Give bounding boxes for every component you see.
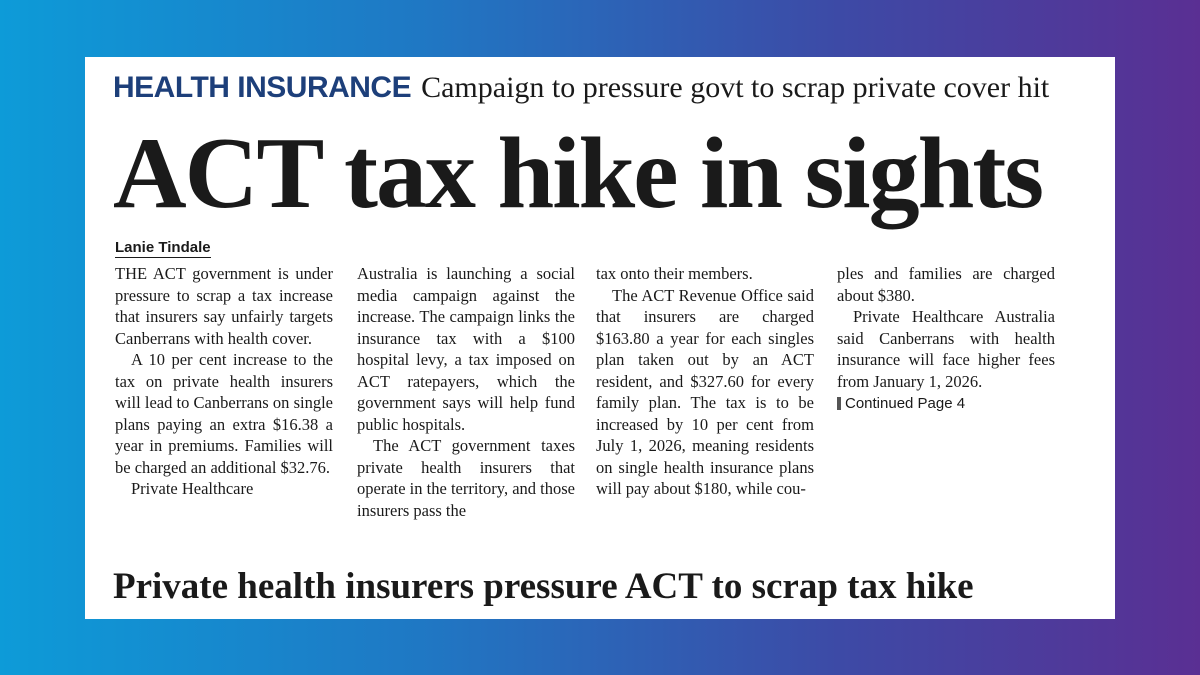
paragraph: Private Healthcare <box>131 479 254 498</box>
kicker-text: Campaign to pressure govt to scrap private cover hit <box>421 71 1050 104</box>
paragraph: Australia is launching a social media campaign against the increase. The campaign links the insurance tax with a $100 hospital levy, a tax imposed on ACT ratepayers, which the government says will help fund public hospitals. <box>357 264 575 434</box>
article-column-2 <box>357 263 575 521</box>
paragraph: THE ACT government is under pressure to scrap a tax increase that insurers say unfairly targets Canberrans with health cover. <box>115 264 333 348</box>
paragraph: A 10 per cent increase to the tax on private health insurers will lead to Canberrans on single plans paying an extra $16.38 a year in premiums. Families will be charged an additional $32.76. <box>115 350 333 477</box>
paragraph: tax onto their members. <box>596 264 753 283</box>
continued-marker <box>837 393 1055 415</box>
article-column-4 <box>837 263 1055 415</box>
article-column-1 <box>115 263 333 500</box>
article-column-3 <box>596 263 814 500</box>
continued-text: Continued Page 4 <box>845 395 966 412</box>
headline: ACT tax hike in sights <box>113 117 1043 230</box>
section-tag: HEALTH INSURANCE <box>113 71 412 104</box>
continued-bar-icon <box>837 397 841 410</box>
paragraph: The ACT government taxes private health insurers that operate in the territory, and those insurers pass the <box>357 436 575 520</box>
byline: Lanie Tindale <box>115 239 211 256</box>
paragraph: Private Healthcare Australia said Canberrans with health insurance will face higher fees from January 1, 2026. <box>837 307 1055 391</box>
paragraph: The ACT Revenue Office said that insurers are charged $163.80 a year for each singles plan taken out by an ACT resident, and $327.60 for every family plan. The tax is to be increased by 10 per cent from July 1, 2026, meaning residents on single health insurance plans will pay about $180, while cou- <box>596 285 814 498</box>
paragraph: ples and families are charged about $380. <box>837 264 1055 305</box>
caption-headline: Private health insurers pressure ACT to scrap tax hike <box>113 566 974 607</box>
newspaper-clipping <box>85 57 1115 619</box>
kicker <box>113 71 1049 105</box>
